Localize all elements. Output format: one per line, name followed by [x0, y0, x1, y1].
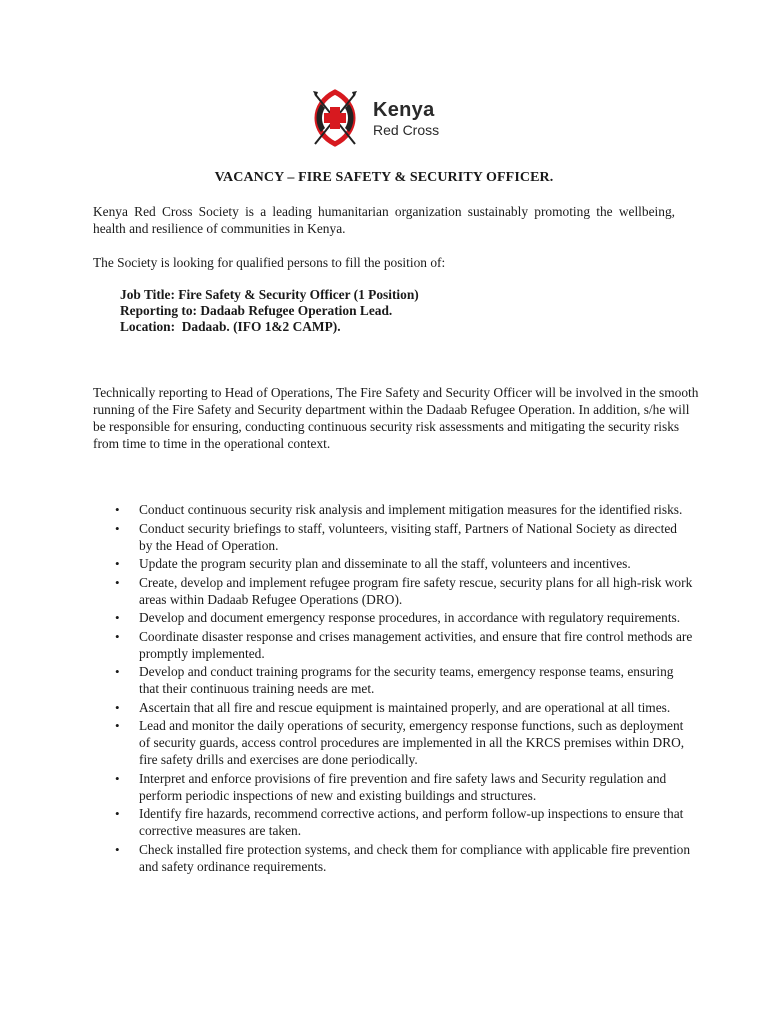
list-item: • Lead and monitor the daily operations of security, emergency response functions, such as deployment of security guards, access control procedures are implemented in all the KRCS premises within DRO, fire safety drills and exercises are done periodically. — [113, 717, 693, 768]
vacancy-title: VACANCY – FIRE SAFETY & SECURITY OFFICER. — [214, 170, 554, 185]
location-line: Location: Dadaab. (IFO 1&2 CAMP). — [120, 319, 341, 334]
red-cross-emblem-icon — [305, 88, 365, 148]
kenya-red-cross-logo — [305, 88, 465, 148]
list-item: • Conduct security briefings to staff, volunteers, visiting staff, Partners of National Society as directed by the Head of Operation. — [113, 520, 693, 554]
reporting-line: Reporting to: Dadaab Refugee Operation Lead. — [120, 303, 393, 318]
logo-subtitle: Red Cross — [373, 121, 440, 138]
list-item: • Conduct continuous security risk analysis and implement mitigation measures for the identified risks. — [113, 501, 693, 518]
job-title-line: Job Title: Fire Safety & Security Officer (1 Position) — [120, 287, 419, 302]
logo-name: Kenya — [373, 98, 435, 121]
list-item: • Develop and conduct training programs for the security teams, emergency response teams, ensuring that their continuous training needs are met. — [113, 663, 693, 697]
summary-paragraph: Technically reporting to Head of Operations, The Fire Safety and Security Officer will be involved in the smooth running of the Fire Safety and Security department within the Dadaab Refugee Operation. In addition, s/he will be responsible for ensuring, conducting continuous security risk assessments and mitigating the security risks from time to time in the operational context. — [93, 385, 699, 451]
list-item: • Ascertain that all fire and rescue equipment is maintained properly, and are operational at all times. — [113, 699, 693, 716]
list-item: • Update the program security plan and disseminate to all the staff, volunteers and incentives. — [113, 555, 693, 572]
list-item: • Coordinate disaster response and crises management activities, and ensure that fire control methods are promptly implemented. — [113, 628, 693, 662]
list-item: • Identify fire hazards, recommend corrective actions, and perform follow-up inspections to ensure that corrective measures are taken. — [113, 805, 693, 839]
list-item: • Create, develop and implement refugee program fire safety rescue, security plans for all high-risk work areas within Dadaab Refugee Operations (DRO). — [113, 574, 693, 608]
intro-paragraph: Kenya Red Cross Society is a leading humanitarian organization sustainably promoting the wellbeing, health and resilience of communities in Kenya. — [93, 204, 675, 236]
looking-paragraph: The Society is looking for qualified persons to fill the position of: — [93, 255, 446, 270]
job-info-block — [120, 287, 419, 335]
list-item: • Check installed fire protection systems, and check them for compliance with applicable fire prevention and safety ordinance requirements. — [113, 841, 693, 875]
logo-wordmark — [373, 100, 439, 137]
list-item: • Interpret and enforce provisions of fire prevention and fire safety laws and Security regulation and perform periodic inspections of new and existing buildings and structures. — [113, 770, 693, 804]
duties-list — [113, 501, 693, 876]
list-item: • Develop and document emergency response procedures, in accordance with regulatory requirements. — [113, 609, 693, 626]
